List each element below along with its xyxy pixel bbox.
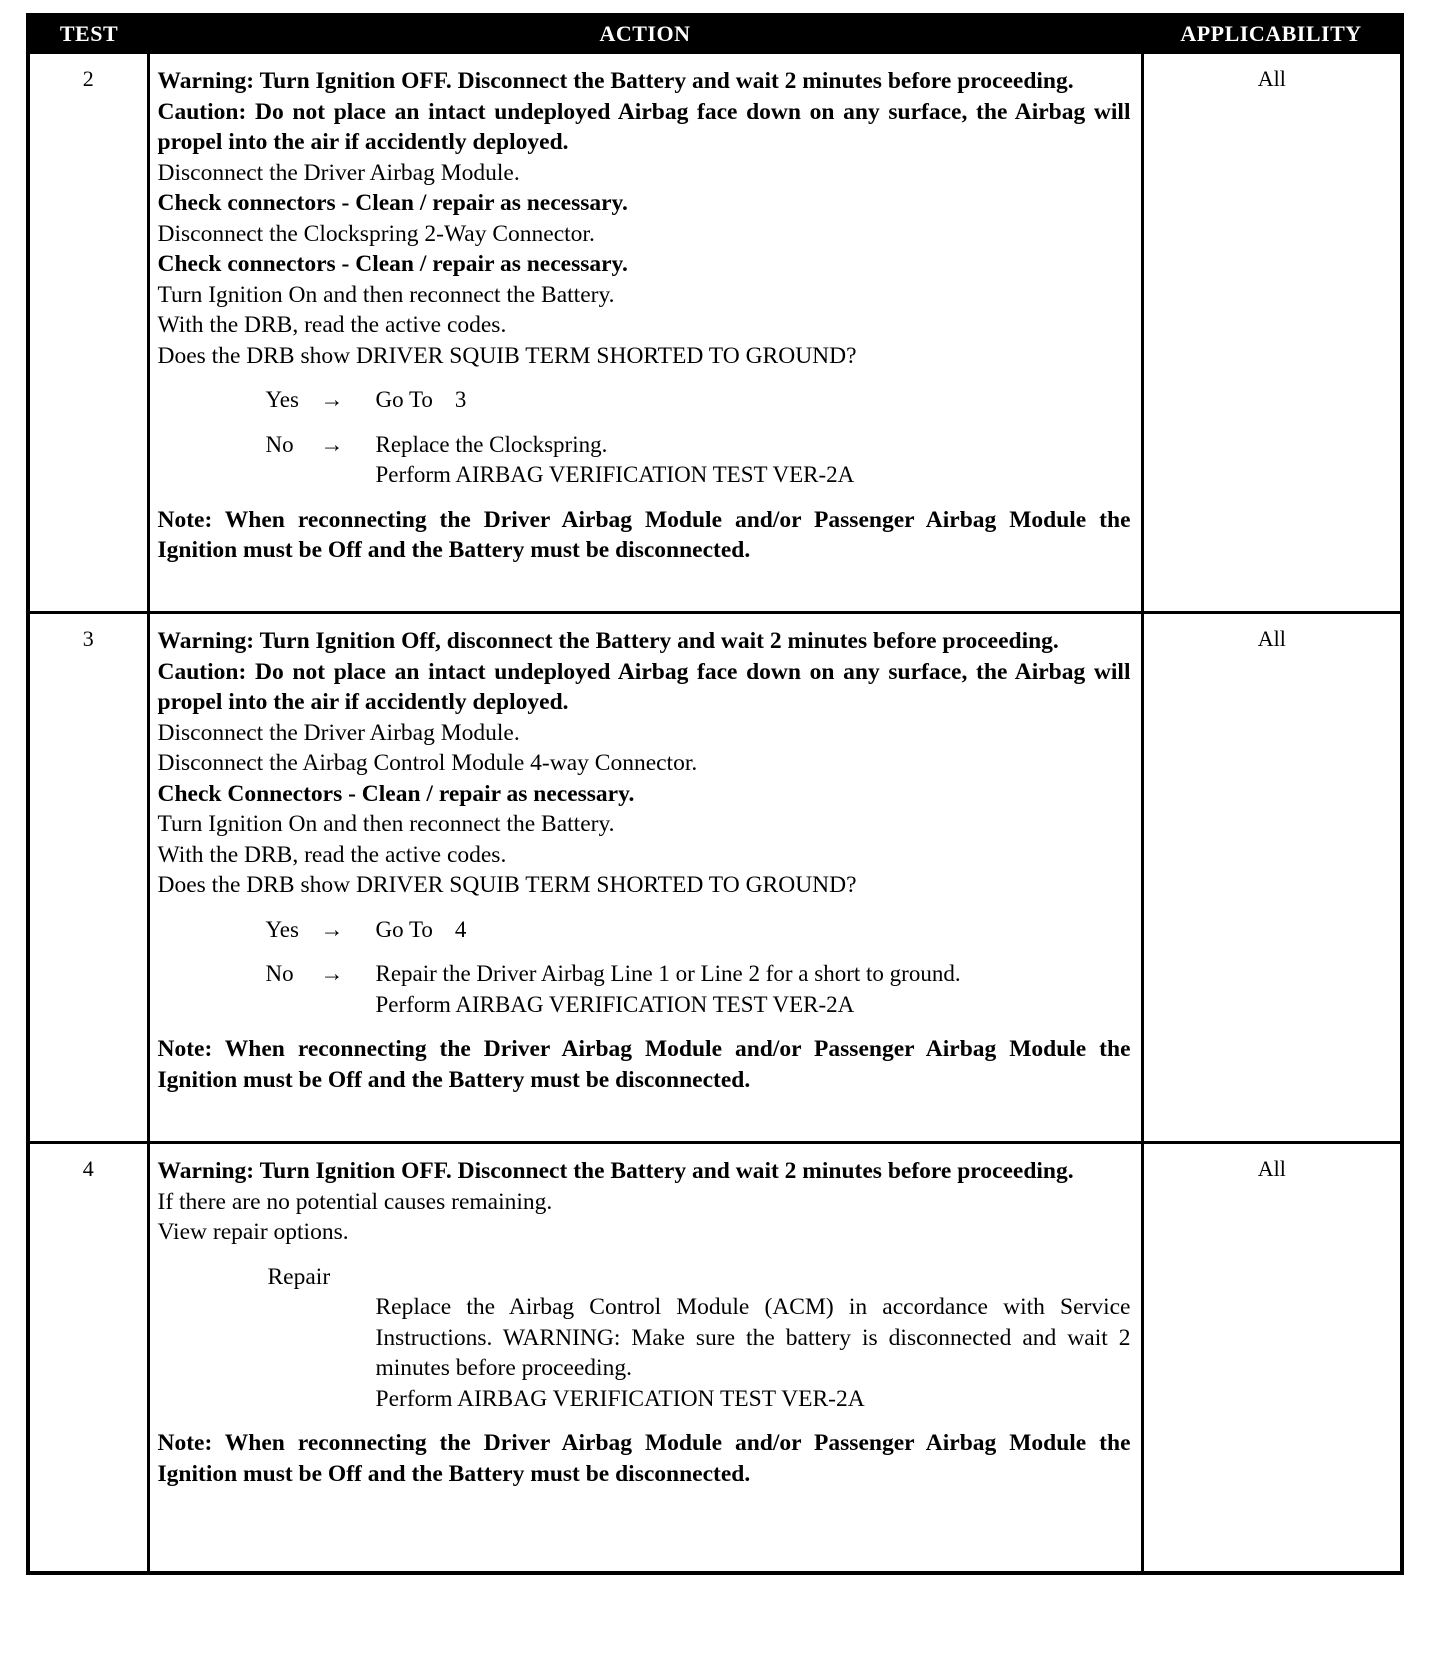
warning-text: Warning: Turn Ignition OFF. Disconnect the Battery and wait 2 minutes before proceeding. — [157, 68, 1074, 94]
note-text: Note: When reconnecting the Driver Airbag Module and/or Passenger Airbag Module the Ignition must be Off and the Battery must be disconnected. — [157, 506, 1131, 563]
caution-text: Caution: Do not place an intact undeployed Airbag face down on any surface, the Airbag will propel into the air if accidently deployed. — [157, 98, 1131, 155]
no-label: No — [265, 961, 294, 986]
table-row-test-4 — [28, 1143, 1402, 1573]
no-action-text: Replace the Clockspring. — [375, 431, 608, 457]
step-text: With the DRB, read the active codes. — [157, 312, 507, 338]
yes-option — [158, 385, 1131, 416]
arrow-icon: → — [320, 431, 344, 457]
arrow-icon: → — [320, 961, 344, 986]
perform-text: Perform AIRBAG VERIFICATION TEST VER-2A — [375, 462, 855, 487]
step-text: Turn Ignition On and then reconnect the Battery. — [157, 281, 615, 308]
test-number: 4 — [28, 1143, 148, 1573]
check-text: Check connectors - Clean / repair as necessary. — [157, 251, 628, 277]
header-test: TEST — [28, 15, 148, 53]
step-text: Disconnect the Driver Airbag Module. — [157, 719, 520, 746]
note-text: Note: When reconnecting the Driver Airbag Module and/or Passenger Airbag Module the Ignition must be Off and the Battery must be disconnected. — [157, 1430, 1131, 1487]
applicability-value: All — [1142, 1143, 1402, 1573]
action-cell — [148, 1143, 1142, 1573]
step-text: Disconnect the Clockspring 2-Way Connector. — [157, 220, 595, 247]
check-text: Check Connectors - Clean / repair as necessary. — [157, 780, 635, 807]
question-text: Does the DRB show DRIVER SQUIB TERM SHORTED TO GROUND? — [157, 872, 857, 898]
table-row-test-3 — [28, 613, 1402, 1143]
yes-option — [158, 915, 1131, 946]
goto-number: 3 — [454, 387, 467, 412]
no-option — [158, 430, 1131, 491]
caution-text: Caution: Do not place an intact undeployed Airbag face down on any surface, the Airbag will propel into the air if accidently deployed. — [157, 658, 1131, 715]
step-text: Turn Ignition On and then reconnect the Battery. — [157, 811, 615, 837]
header-action: ACTION — [148, 15, 1142, 53]
test-number: 2 — [28, 53, 148, 613]
no-option — [158, 959, 1131, 1020]
warning-text: Warning: Turn Ignition Off, disconnect the Battery and wait 2 minutes before proceeding. — [157, 628, 1059, 654]
test-number: 3 — [28, 613, 148, 1143]
step-text: Disconnect the Driver Airbag Module. — [157, 159, 520, 186]
warning-text: Warning: Turn Ignition OFF. Disconnect the Battery and wait 2 minutes before proceeding. — [157, 1158, 1074, 1184]
no-label: No — [265, 431, 294, 457]
note-text: Note: When reconnecting the Driver Airbag Module and/or Passenger Airbag Module the Ignition must be Off and the Battery must be disconnected. — [157, 1036, 1131, 1093]
table-row-test-2 — [28, 53, 1402, 613]
goto-text: Go To — [375, 387, 433, 412]
arrow-icon: → — [320, 387, 344, 412]
yes-label: Yes — [265, 916, 299, 942]
header-applicability: APPLICABILITY — [1142, 15, 1402, 53]
repair-label: Repair — [267, 1263, 331, 1290]
yes-label: Yes — [265, 387, 299, 412]
step-text: If there are no potential causes remaining. — [157, 1188, 553, 1215]
step-text: View repair options. — [157, 1219, 349, 1245]
diagnostic-test-table — [26, 13, 1404, 1575]
perform-text: Perform AIRBAG VERIFICATION TEST VER-2A — [375, 991, 855, 1017]
arrow-icon: → — [320, 916, 344, 942]
no-action-text: Repair the Driver Airbag Line 1 or Line 2 for a short to ground. — [375, 961, 961, 986]
repair-text: Replace the Airbag Control Module (ACM) in accordance with Service Instructions. WARNING: Make sure the battery is disconnected and wait 2 minutes before proceeding. — [375, 1294, 1131, 1381]
step-text: Disconnect the Airbag Control Module 4-way Connector. — [157, 750, 698, 776]
action-cell — [148, 613, 1142, 1143]
applicability-value: All — [1142, 53, 1402, 613]
question-text: Does the DRB show DRIVER SQUIB TERM SHORTED TO GROUND? — [157, 342, 857, 369]
action-cell — [148, 53, 1142, 613]
table-header-row — [28, 15, 1402, 53]
goto-number: 4 — [454, 916, 467, 942]
check-text: Check connectors - Clean / repair as necessary. — [157, 190, 628, 216]
applicability-value: All — [1142, 613, 1402, 1143]
perform-text: Perform AIRBAG VERIFICATION TEST VER-2A — [375, 1385, 865, 1412]
step-text: With the DRB, read the active codes. — [157, 841, 507, 868]
goto-text: Go To — [375, 916, 433, 942]
